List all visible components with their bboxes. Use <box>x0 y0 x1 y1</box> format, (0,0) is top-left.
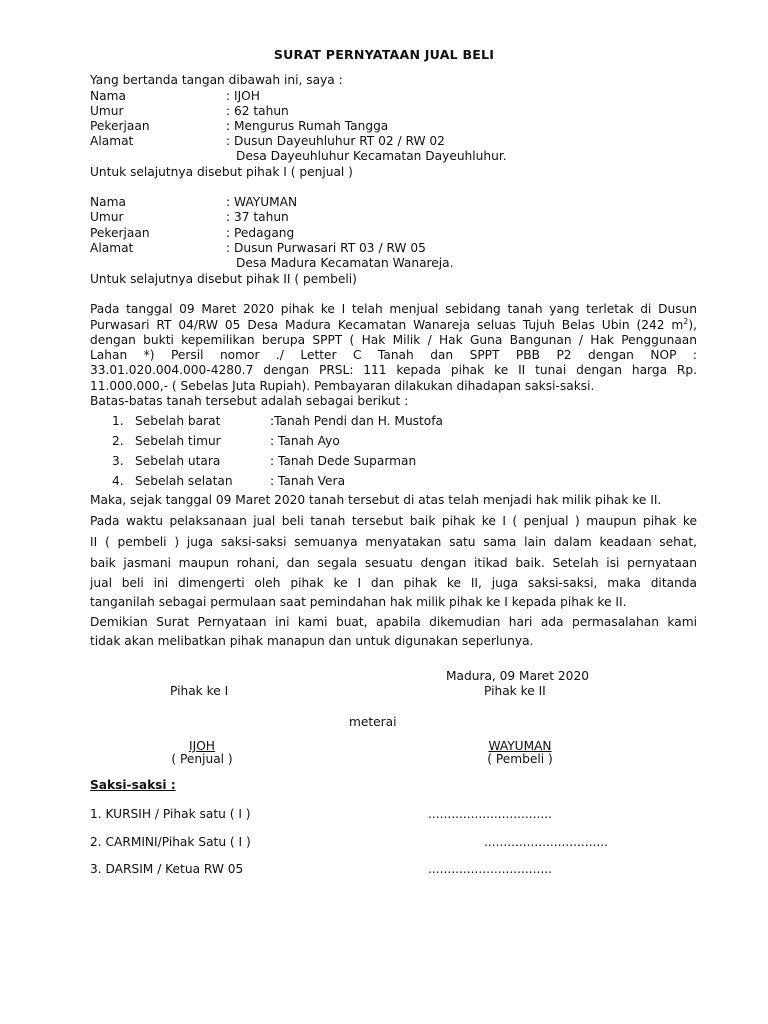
pihak2-umur-value: : 37 tahun <box>226 210 289 224</box>
pihak1-signature-role: ( Penjual ) <box>171 752 233 766</box>
document-title: SURAT PERNYATAAN JUAL BELI <box>273 47 495 62</box>
pihak1-pekerjaan-value: : Mengurus Rumah Tangga <box>226 119 389 133</box>
batas-number: 4. <box>112 474 124 488</box>
batas-value: : Tanah Ayo <box>270 434 340 448</box>
batas-number: 2. <box>112 434 124 448</box>
paragraph1-line5: 33.01.020.004.000-4280.7 dengan PRSL: 111 kepada pihak ke II tunai dengan harga Rp. <box>90 363 697 377</box>
meterai-label: meterai <box>349 715 397 729</box>
pihak1-alamat-line2: Desa Dayeuhluhur Kecamatan Dayeuhluhur. <box>236 149 507 163</box>
batas-name: Sebelah selatan <box>135 474 233 488</box>
pihak2-alamat-value: : Dusun Purwasari RT 03 / RW 05 <box>226 241 426 255</box>
pihak2-nama-label: Nama <box>90 195 126 209</box>
batas-number: 1. <box>112 414 124 428</box>
pihak2-nama-value: : WAYUMAN <box>226 195 298 209</box>
pihak2-signature-role: ( Pembeli ) <box>487 752 553 766</box>
pihak2-pekerjaan-label: Pekerjaan <box>90 226 150 240</box>
pihak2-signature-label: Pihak ke II <box>484 684 546 698</box>
place-date: Madura, 09 Maret 2020 <box>446 669 589 683</box>
pihak1-nama-label: Nama <box>90 89 126 103</box>
pihak1-nama-value: : IJOH <box>226 89 260 103</box>
pihak2-alamat-label: Alamat <box>90 241 134 255</box>
batas-number: 3. <box>112 454 124 468</box>
batas-name: Sebelah barat <box>135 414 221 428</box>
pihak2-pekerjaan-value: : Pedagang <box>226 226 295 240</box>
saksi-signature-line: ................................ <box>428 862 552 876</box>
paragraph2-line4: baik jasmani maupun rohani, dan segala sesuatu dengan itikad baik. Setelah isi pernyataan <box>90 556 697 570</box>
paragraph1-line3: dengan bukti kepemilikan berupa SPPT ( Hak Milik / Hak Guna Bangunan / Hak Penggunaan <box>90 333 697 347</box>
pihak2-signature-name: WAYUMAN <box>488 739 552 753</box>
batas-value: : Tanah Dede Suparman <box>270 454 417 468</box>
paragraph1-line4: Lahan *) Persil nomor ./ Letter C Tanah dan SPPT PBB P2 dengan NOP : <box>90 348 697 362</box>
paragraph2-line7: Demikian Surat Pernyataan ini kami buat, apabila dikemudian hari ada permasalahan kami <box>90 615 697 629</box>
paragraph1-line2: Purwasari RT 04/RW 05 Desa Madura Kecamatan Wanareja seluas Tujuh Belas Ubin (242 $m^2$), <box>90 316 697 332</box>
pihak1-umur-value: : 62 tahun <box>226 104 289 118</box>
pihak2-alamat-line2: Desa Madura Kecamatan Wanareja. <box>236 256 454 270</box>
pihak2-umur-label: Umur <box>90 210 124 224</box>
saksi-heading: Saksi-saksi : <box>90 778 176 792</box>
saksi-signature-line: ................................ <box>428 807 552 821</box>
batas-name: Sebelah utara <box>135 454 221 468</box>
pihak1-signature-name: IJOH <box>189 739 215 753</box>
paragraph2-line5: jual beli ini dimengerti oleh pihak ke I dan pihak ke II, juga saksi-saksi, maka ditanda <box>90 576 697 590</box>
saksi-item: 3. DARSIM / Ketua RW 05 <box>90 862 244 876</box>
pihak1-pekerjaan-label: Pekerjaan <box>90 119 150 133</box>
paragraph2-line8: tidak akan melibatkan pihak manapun dan untuk digunakan seperlunya. <box>90 634 534 648</box>
batas-value: : Tanah Vera <box>270 474 346 488</box>
paragraph2-line2: Pada waktu pelaksanaan jual beli tanah tersebut baik pihak ke I ( penjual ) maupun pihak ke <box>90 514 697 528</box>
saksi-signature-line: ................................ <box>484 835 608 849</box>
pihak1-alamat-value: : Dusun Dayeuhluhur RT 02 / RW 02 <box>226 134 445 148</box>
intro-text: Yang bertanda tangan dibawah ini, saya : <box>90 73 343 87</box>
paragraph2-line3: II ( pembeli ) juga saksi-saksi semuanya menyatakan satu sama lain dalam keadaan sehat, <box>90 535 697 549</box>
saksi-item: 1. KURSIH / Pihak satu ( I ) <box>90 807 251 821</box>
pihak2-sebutan: Untuk selajutnya disebut pihak II ( pembeli) <box>90 272 357 286</box>
saksi-item: 2. CARMINI/Pihak Satu ( I ) <box>90 835 251 849</box>
batas-value: :Tanah Pendi dan H. Mustofa <box>270 414 444 428</box>
paragraph2-line6: tanganilah sebagai permulaan saat pemindahan hak milik pihak ke I kepada pihak ke II. <box>90 595 627 609</box>
pihak1-signature-label: Pihak ke I <box>170 684 229 698</box>
paragraph2-line1: Maka, sejak tanggal 09 Maret 2020 tanah tersebut di atas telah menjadi hak milik pihak ke II. <box>90 493 662 507</box>
paragraph1-line6: 11.000.000,- ( Sebelas Juta Rupiah). Pembayaran dilakukan dihadapan saksi-saksi. <box>90 379 595 393</box>
pihak1-sebutan: Untuk selajutnya disebut pihak I ( penjual ) <box>90 165 353 179</box>
pihak1-alamat-label: Alamat <box>90 134 134 148</box>
paragraph1-line1: Pada tanggal 09 Maret 2020 pihak ke I telah menjual sebidang tanah yang terletak di Dusun <box>90 302 697 316</box>
pihak1-umur-label: Umur <box>90 104 124 118</box>
paragraph1-line7: Batas-batas tanah tersebut adalah sebagai berikut : <box>90 394 409 408</box>
batas-name: Sebelah timur <box>135 434 221 448</box>
